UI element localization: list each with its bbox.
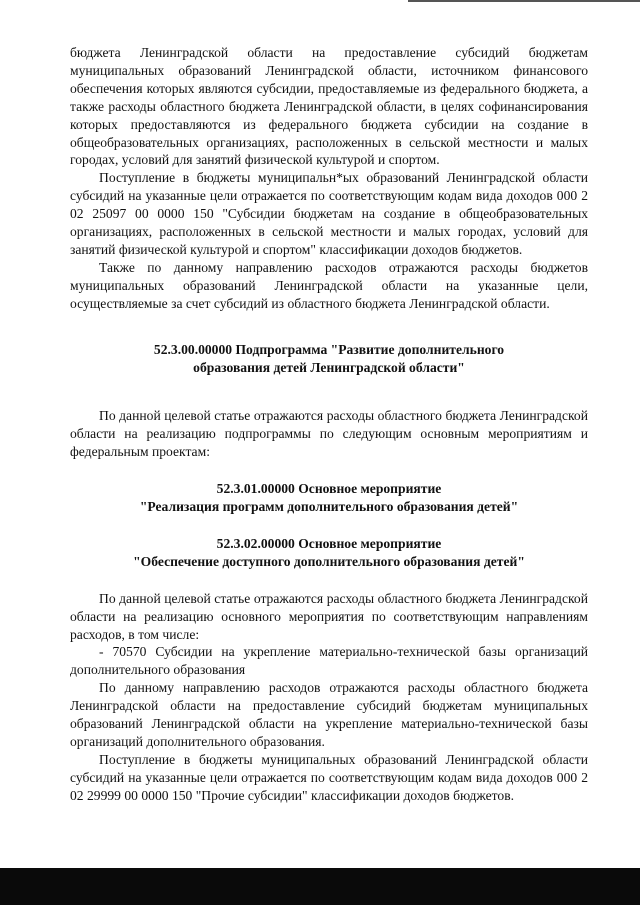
heading-main-event-1-line-2: "Реализация программ дополнительного образования детей"	[139, 499, 519, 515]
heading-subprogram-line-2: образования детей Ленинградской области"	[193, 359, 465, 375]
paragraph-other-subsidies: Поступление в бюджеты муниципальных образований Ленинградской области субсидий на указанные цели отражается по соответствующим кодам вида доходов 000 2 02 29999 00 0000 150 "Прочие субсидии" классификации доходов бюджетов.	[70, 751, 588, 803]
list-item-70570: - 70570 Субсидии на укрепление материально-технической базы организаций дополнительного образования	[70, 644, 588, 678]
document-page	[70, 44, 588, 805]
heading-main-event-1	[70, 480, 588, 516]
heading-subprogram	[70, 341, 588, 377]
scan-bottom-bar	[0, 868, 640, 905]
paragraph-continuation: бюджета Ленинградской области на предоставление субсидий бюджетам муниципальных образований Ленинградской области, источником финансового обеспечения которых являются субсидии, предоставляемые из федерального бюджета, а также расходы областного бюджета Ленинградской области, в целях софинансирования которых предоставляются из федерального бюджета субсидии на создание в общеобразовательных организациях, расположенных в сельской местности и малых городах, условий для занятий физической культурой и спортом.	[70, 45, 588, 168]
paragraph-subprogram-intro: По данной целевой статье отражаются расходы областного бюджета Ленинградской области на реализацию подпрограммы по следующим основным мероприятиям и федеральным проектам:	[70, 408, 588, 460]
paragraph-municipal-expenses: Также по данному направлению расходов отражаются расходы бюджетов муниципальных образований Ленинградской области на указанные цели, осуществляемые за счет субсидий из областного бюджета Ленинградской области.	[70, 259, 588, 311]
scan-top-edge	[408, 0, 640, 2]
heading-main-event-1-line-1: 52.3.01.00000 Основное мероприятие	[216, 481, 442, 497]
paragraph-event-intro: По данной целевой статье отражаются расходы областного бюджета Ленинградской области на реализацию основного мероприятия по соответствующим направлениям расходов, в том числе:	[70, 590, 588, 642]
heading-main-event-2-line-2: "Обеспечение доступного дополнительного образования детей"	[133, 553, 525, 569]
heading-subprogram-line-1: 52.3.00.00000 Подпрограмма "Развитие дополнительного	[153, 341, 505, 357]
heading-main-event-2-line-1: 52.3.02.00000 Основное мероприятие	[216, 535, 442, 551]
paragraph-subsidy-description: По данному направлению расходов отражаются расходы областного бюджета Ленинградской области на предоставление субсидий бюджетам муниципальных образований Ленинградской области на укрепление материально-технической базы организаций дополнительного образования.	[70, 680, 588, 749]
paragraph-revenue-codes: Поступление в бюджеты муниципальн*ых образований Ленинградской области субсидий на указанные цели отражается по соответствующим кодам вида доходов 000 2 02 25097 00 0000 150 "Субсидии бюджетам на создание в общеобразовательных организациях, расположенных в сельской местности и малых городах, условий для занятий физической культурой и спортом" классификации доходов бюджетов.	[70, 170, 588, 257]
heading-main-event-2	[70, 535, 588, 571]
